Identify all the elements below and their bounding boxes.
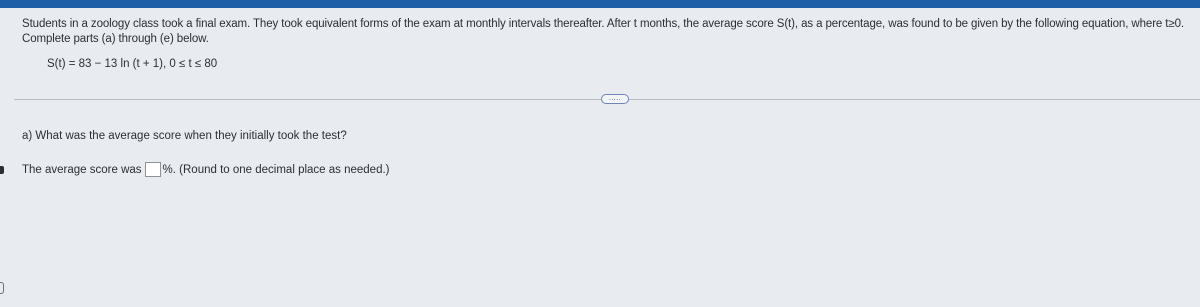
- expand-more-button[interactable]: .....: [601, 94, 629, 104]
- answer-input[interactable]: [145, 162, 161, 177]
- left-edge-marker: [0, 166, 4, 174]
- answer-suffix: %. (Round to one decimal place as needed.): [162, 163, 390, 176]
- equation: S(t) = 83 − 13 ln (t + 1), 0 ≤ t ≤ 80: [47, 58, 218, 70]
- answer-prefix: The average score was: [22, 163, 142, 176]
- problem-text: Students in a zoology class took a final exam. They took equivalent forms of the exam at monthly intervals thereafter. After t months, the average score S(t), as a percentage, was found to be given by the following equation, where t≥0. Complete parts (a) through (e) below.: [22, 18, 1185, 45]
- header-accent-bar: [0, 0, 1200, 8]
- part-a-question: a) What was the average score when they initially took the test?: [22, 130, 347, 142]
- left-edge-handle: [0, 282, 4, 294]
- part-a-answer-line: [22, 162, 390, 177]
- problem-statement: [22, 17, 1194, 47]
